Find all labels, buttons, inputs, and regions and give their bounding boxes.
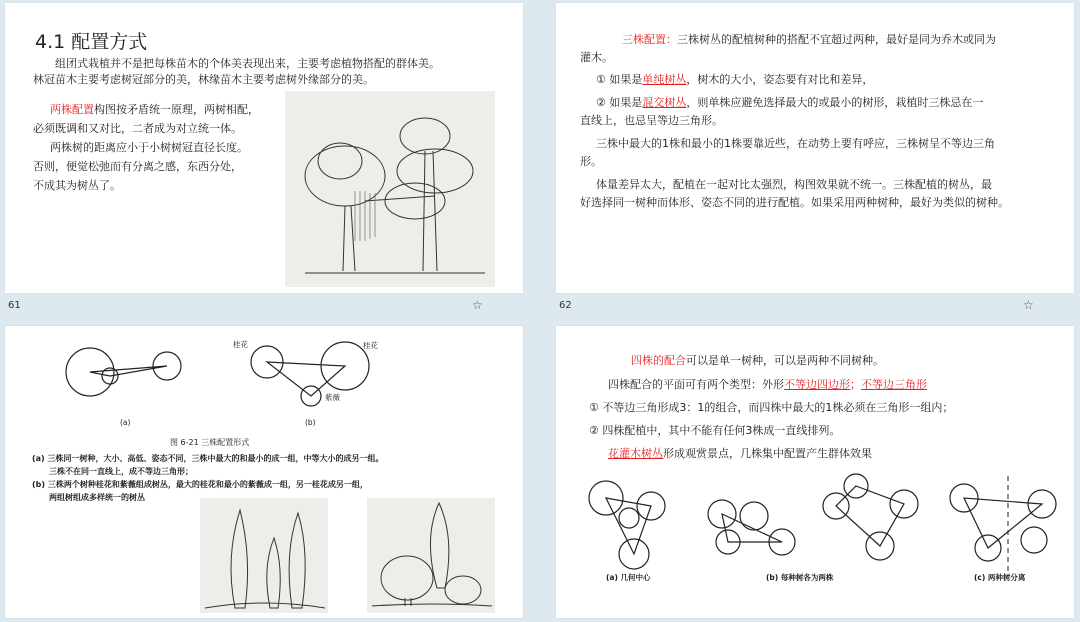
two-trees-line3: 两株树的距离应小于小树树冠直径长度。 — [50, 141, 248, 154]
caption-b-line2: 两组树组成多样统一的树丛 — [49, 493, 145, 502]
item2-term: 混交树丛 — [642, 96, 687, 109]
two-trees-rest: 构图按矛盾统一原理，两树相配， — [94, 103, 259, 116]
slide-61[interactable] — [5, 3, 523, 293]
slide-62[interactable] — [556, 3, 1074, 293]
item1-term: 单纯树丛 — [642, 73, 687, 86]
para1-line2: 林冠苗木主要考虑树冠部分的美，林缘苗木主要考虑树外缘部分的美。 — [33, 73, 374, 86]
shrub-line — [608, 445, 872, 462]
bookmark-star-icon[interactable]: ☆ — [472, 298, 483, 312]
p4-line2: 好选择同一树种而体形、姿态不同的进行配植。如果采用两种树种，最好为类似的树种。 — [580, 196, 1009, 209]
caption-a-line1: (a) 三株同一树种，大小、高低、姿态不同，三株中最大的和最小的成一组，中等大小的成另一组。 — [32, 454, 384, 463]
label-b: (b) — [305, 418, 316, 427]
label-ziwei: 紫薇 — [325, 393, 340, 402]
plan-type2: 不等边三角形 — [861, 378, 927, 391]
shrub-term: 花灌木树丛 — [608, 447, 663, 460]
plan-type1: 不等边四边形 — [784, 378, 850, 391]
item2 — [596, 94, 983, 111]
shrub-rest: 形成观赏景点，几株集中配置产生群体效果 — [663, 447, 872, 460]
three-trees-rest: 三株树丛的配植树种的搭配不宜超过两种，最好是同为乔木或同为 — [677, 33, 996, 46]
caption-b: (b) 每种树各为两株 — [766, 573, 834, 582]
para1-line1: 组团式栽植并不是把每株苗木的个体美表现出来，主要考虑植物搭配的群体美。 — [55, 57, 440, 70]
item2-line2: 直线上，也忌呈等边三角形。 — [580, 114, 723, 127]
p3-line2: 形。 — [580, 155, 602, 168]
two-trees-line2: 必须既调和又对比，二者成为对立统一体。 — [33, 122, 242, 135]
item1 — [596, 71, 873, 88]
four-trees-term: 四株的配合 — [631, 354, 686, 367]
mixed-tree-drawing — [367, 498, 495, 613]
two-trees-line5: 不成其为树丛了。 — [33, 179, 121, 192]
two-trees-term: 两株配置 — [50, 103, 94, 116]
bookmark-star-icon[interactable]: ☆ — [1023, 298, 1034, 312]
rule1: ① 不等边三角形成3：1的组合，而四株中最大的1株必须在三角形一组内； — [589, 401, 954, 414]
label-guihua-right: 桂花 — [363, 341, 378, 350]
slide-64[interactable] — [556, 326, 1074, 618]
rule2: ② 四株配植中，其中不能有任何3株成一直线排列。 — [589, 424, 841, 437]
caption-c: (c) 两种树分离 — [974, 573, 1026, 582]
tree-sketch-photo — [285, 91, 495, 287]
tree-sketch-drawing — [285, 91, 495, 287]
three-trees-term: 三株配置： — [622, 33, 677, 46]
figure-title: 图 6-21 三株配置形式 — [170, 438, 250, 447]
plan-prefix: 四株配合的平面可有两个类型：外形 — [608, 378, 784, 391]
plan-types-line — [608, 376, 927, 393]
item1-prefix: ① 如果是 — [596, 73, 643, 86]
page-number-62: 62 — [559, 300, 572, 311]
two-trees-line1 — [50, 101, 259, 118]
p4-line1: 体量差异太大，配植在一起对比太强烈，构图效果就不统一。三株配植的树丛，最 — [596, 178, 992, 191]
item2-rest: ，则单株应避免选择最大的或最小的树形，栽植时三株忌在一 — [686, 96, 984, 109]
slide-title: 4.1 配置方式 — [35, 31, 148, 53]
two-trees-line4: 否则，便觉松弛而有分离之感，东西分处， — [33, 160, 242, 173]
label-a: (a) — [120, 418, 131, 427]
p3-line1: 三株中最大的1株和最小的1株要靠近些，在动势上要有呼应，三株树呈不等边三角 — [596, 137, 995, 150]
label-guihua-left: 桂花 — [233, 340, 248, 349]
three-trees-line2: 灌木。 — [580, 51, 613, 64]
item2-prefix: ② 如果是 — [596, 96, 643, 109]
cypress-sketch-photo — [200, 498, 328, 613]
slide-63[interactable] — [5, 326, 523, 618]
item1-rest: ，树木的大小，姿态要有对比和差异， — [686, 73, 874, 86]
cypress-drawing — [200, 498, 328, 613]
three-trees-line1 — [622, 31, 996, 48]
caption-a: (a) 几何中心 — [606, 573, 651, 582]
caption-b-line1: (b) 三株两个树种桂花和紫薇组成树丛，最大的桂花和最小的紫薇成一组，另一桂花成另一组， — [32, 480, 368, 489]
caption-a-line2: 三株不在同一直线上，成不等边三角形； — [49, 467, 193, 476]
four-trees-rest: 可以是单一树种，可以是两种不同树种。 — [686, 354, 884, 367]
three-tree-plan-diagram — [5, 326, 523, 426]
plan-separator: ； — [850, 378, 861, 391]
mixed-tree-sketch-photo — [367, 498, 495, 613]
four-trees-line — [631, 352, 884, 369]
page-number-61: 61 — [8, 300, 21, 311]
